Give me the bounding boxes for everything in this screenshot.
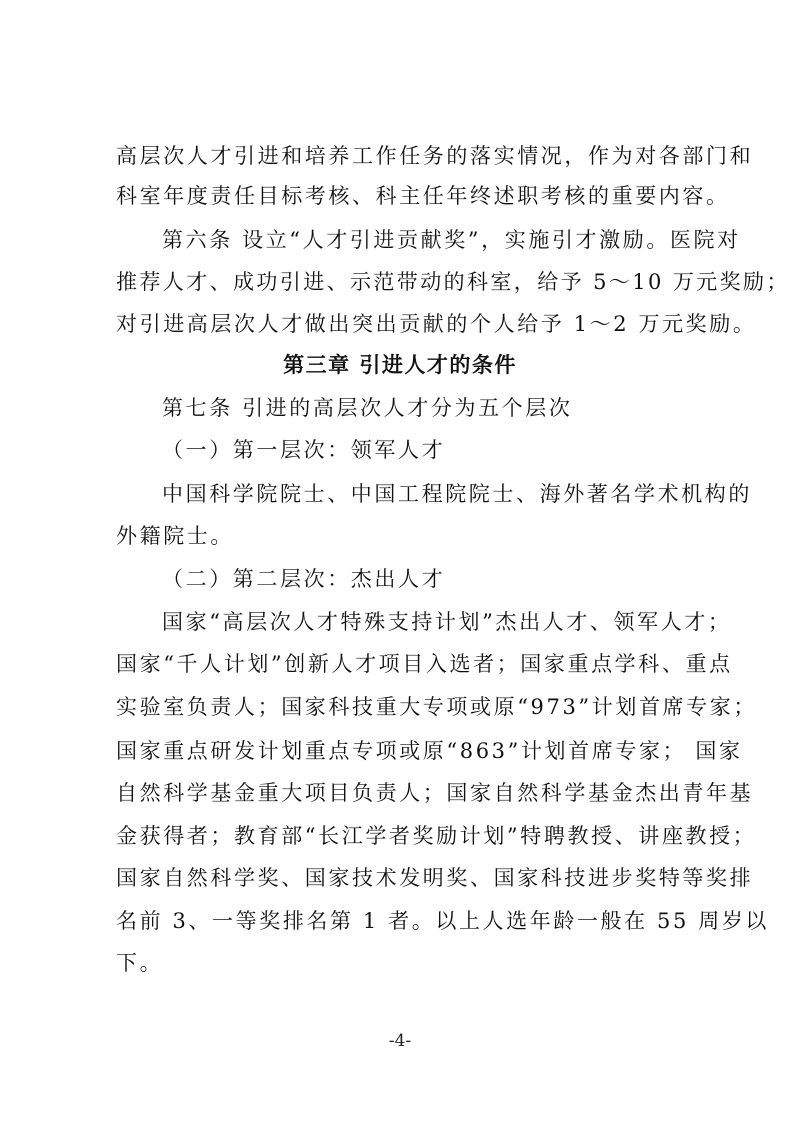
paragraph-line: 推荐人才、成功引进、示范带动的科室，给予 5～10 万元奖励； [116, 270, 790, 294]
paragraph-line: 对引进高层次人才做出突出贡献的个人给予 1～2 万元奖励。 [116, 312, 757, 336]
paragraph-line: 实验室负责人；国家科技重大专项或原“973”计划首席专家； [116, 695, 757, 719]
paragraph-line: 自然科学基金重大项目负责人；国家自然科学基金杰出青年基 [116, 781, 754, 805]
page-number: -4- [388, 1031, 412, 1051]
level-one-heading: （一）第一层次：领军人才 [162, 438, 446, 462]
paragraph-line: 金获得者；教育部“长江学者奖励计划”特聘教授、讲座教授； [116, 824, 757, 848]
paragraph-line: 国家重点研发计划重点专项或原“863”计划首席专家； 国家 [116, 739, 743, 763]
article-seven-line: 第七条 引进的高层次人才分为五个层次 [162, 396, 573, 420]
paragraph-line: 中国科学院院士、中国工程院院士、海外著名学术机构的 [162, 482, 752, 506]
article-six-line: 第六条 设立“人才引进贡献奖”，实施引才激励。医院对 [162, 228, 741, 252]
paragraph-line: 国家“高层次人才特殊支持计划”杰出人才、领军人才； [162, 610, 732, 634]
paragraph-line: 国家“千人计划”创新人才项目入选者；国家重点学科、重点 [116, 652, 733, 676]
paragraph-line: 科室年度责任目标考核、科主任年终述职考核的重要内容。 [116, 184, 730, 208]
paragraph-line: 高层次人才引进和培养工作任务的落实情况，作为对各部门和 [116, 144, 754, 168]
level-two-heading: （二）第二层次：杰出人才 [162, 567, 446, 591]
paragraph-line: 下。 [116, 951, 164, 975]
paragraph-line: 国家自然科学奖、国家技术发明奖、国家科技进步奖特等奖排 [116, 866, 754, 890]
paragraph-line: 名前 3、一等奖排名第 1 者。以上人选年龄一般在 55 周岁以 [116, 909, 770, 933]
paragraph-line: 外籍院士。 [116, 524, 234, 548]
chapter-heading: 第三章 引进人才的条件 [283, 353, 517, 377]
